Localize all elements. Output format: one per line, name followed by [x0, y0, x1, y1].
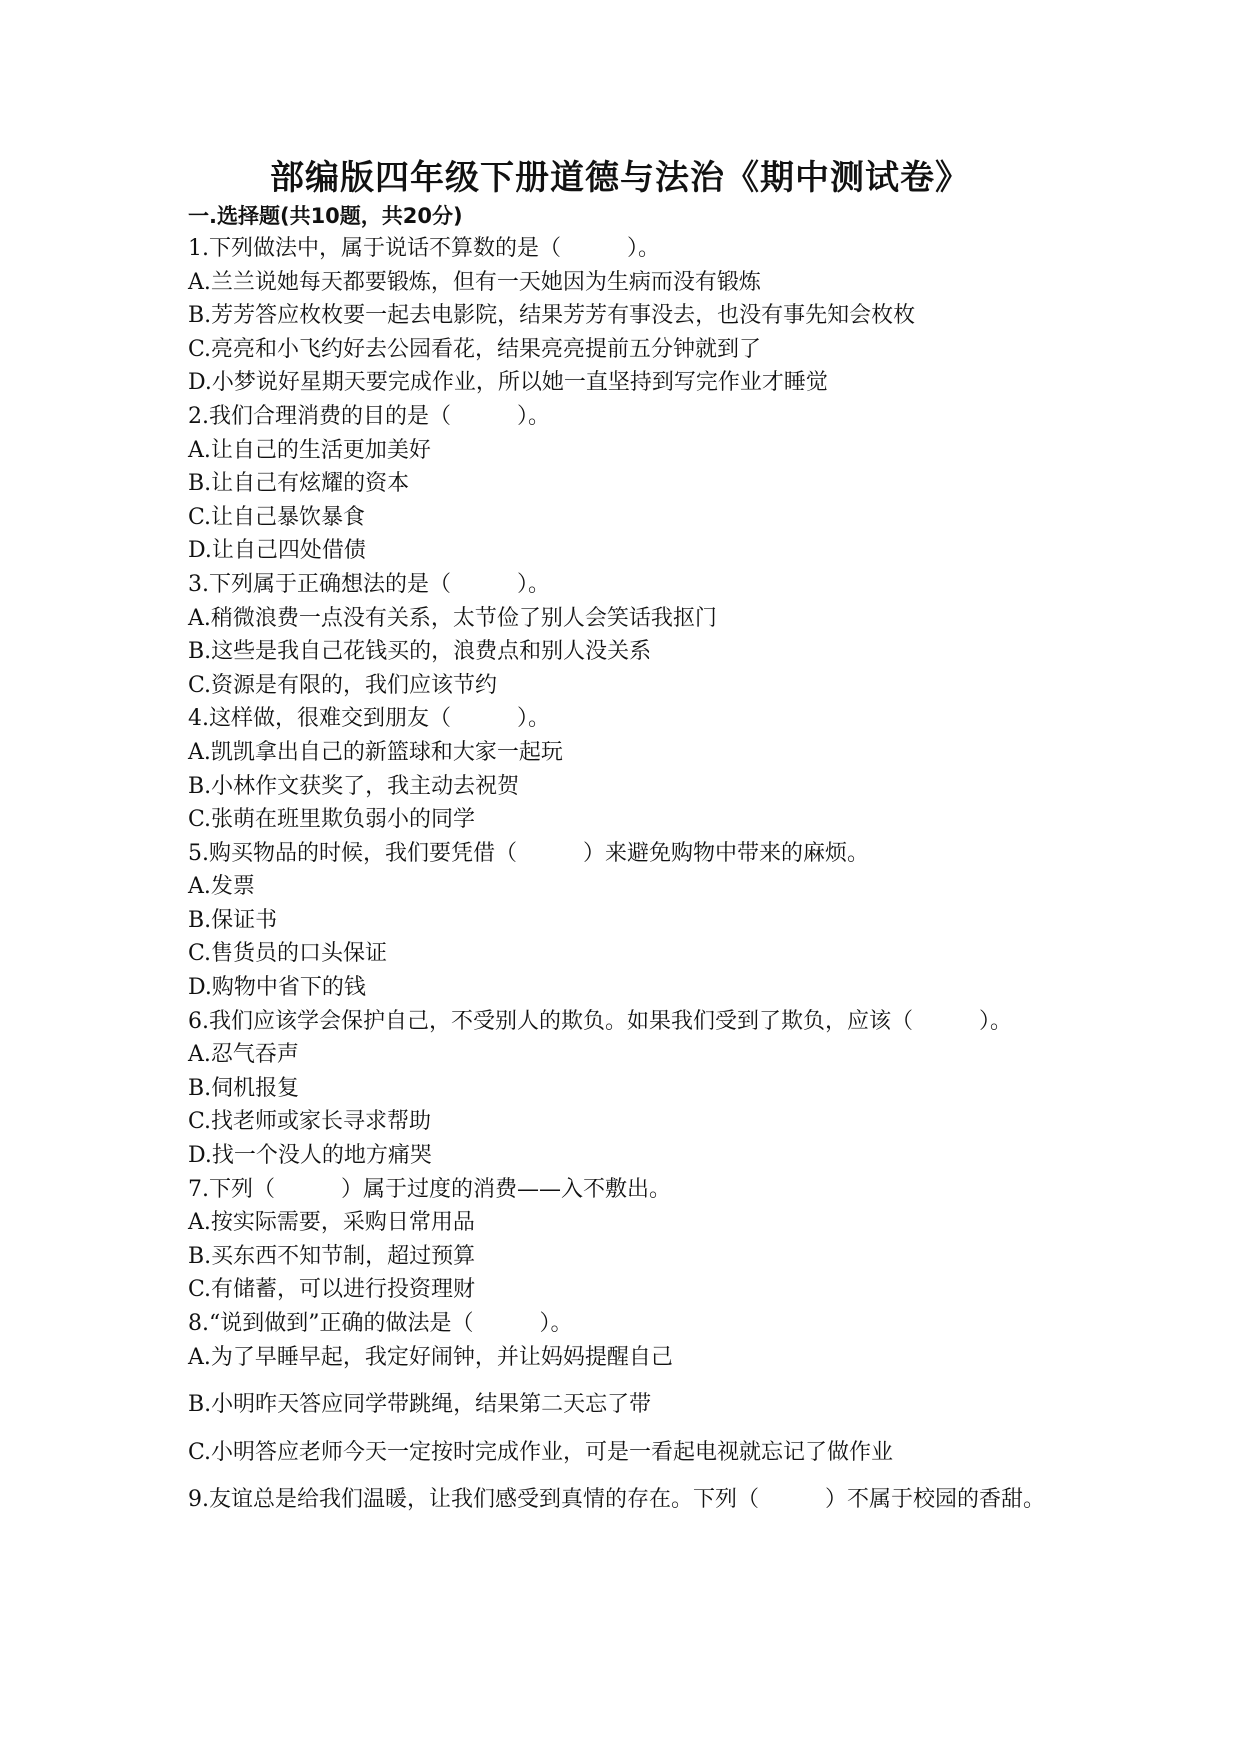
option: B.伺机报复 [188, 1075, 300, 1101]
question-3: 3.下列属于正确想法的是（ ）。 [188, 571, 550, 597]
option: B.保证书 [188, 907, 278, 933]
question-list [188, 232, 1058, 1517]
option: A.按实际需要，采购日常用品 [188, 1210, 475, 1236]
question-8: 8.“说到做到”正确的做法是（ ）。 [188, 1311, 573, 1336]
question-6: 6.我们应该学会保护自己，不受别人的欺负。如果我们受到了欺负，应该（ ）。 [188, 1008, 1012, 1034]
option: C.找老师或家长寻求帮助 [188, 1109, 432, 1135]
option: C.让自己暴饮暴食 [188, 504, 366, 530]
option: C.有储蓄，可以进行投资理财 [188, 1277, 476, 1303]
section-heading: 一.选择题(共10题，共20分) [188, 204, 463, 228]
page-title: 部编版四年级下册道德与法治《期中测试卷》 [270, 158, 970, 198]
option: D.购物中省下的钱 [188, 975, 366, 1001]
question-5: 5.购买物品的时候，我们要凭借（ ）来避免购物中带来的麻烦。 [188, 840, 869, 866]
option: C.资源是有限的，我们应该节约 [188, 672, 498, 698]
option: C.售货员的口头保证 [188, 941, 388, 967]
question-2: 2.我们合理消费的目的是（ ）。 [188, 403, 550, 429]
option: A.稍微浪费一点没有关系，太节俭了别人会笑话我抠门 [188, 605, 717, 631]
option: B.小明昨天答应同学带跳绳，结果第二天忘了带 [188, 1392, 652, 1418]
option: A.凯凯拿出自己的新篮球和大家一起玩 [188, 739, 563, 765]
option: D.让自己四处借债 [188, 538, 366, 564]
question-9: 9.友谊总是给我们温暖，让我们感受到真情的存在。下列（ ）不属于校园的香甜。 [188, 1487, 1045, 1513]
option: A.发票 [188, 874, 255, 900]
option: A.兰兰说她每天都要锻炼，但有一天她因为生病而没有锻炼 [188, 269, 761, 295]
question-4: 4.这样做，很难交到朋友（ ）。 [188, 706, 550, 732]
option: C.张萌在班里欺负弱小的同学 [188, 807, 476, 833]
option: A.为了早睡早起，我定好闹钟，并让妈妈提醒自己 [188, 1344, 673, 1370]
option: C.亮亮和小飞约好去公园看花，结果亮亮提前五分钟就到了 [188, 336, 762, 362]
option: D.找一个没人的地方痛哭 [188, 1143, 432, 1169]
option: D.小梦说好星期天要完成作业，所以她一直坚持到写完作业才睡觉 [188, 370, 828, 396]
option: B.这些是我自己花钱买的，浪费点和别人没关系 [188, 639, 652, 665]
option: C.小明答应老师今天一定按时完成作业，可是一看起电视就忘记了做作业 [188, 1439, 894, 1465]
option: B.芳芳答应枚枚要一起去电影院，结果芳芳有事没去，也没有事先知会枚枚 [188, 303, 916, 329]
option: B.让自己有炫耀的资本 [188, 471, 410, 497]
question-7: 7.下列（ ）属于过度的消费——入不敷出。 [188, 1176, 671, 1202]
option: B.小林作文获奖了，我主动去祝贺 [188, 773, 520, 799]
option: A.忍气吞声 [188, 1042, 299, 1068]
option: B.买东西不知节制，超过预算 [188, 1243, 476, 1269]
option: A.让自己的生活更加美好 [188, 437, 431, 463]
question-1: 1.下列做法中，属于说话不算数的是（ ）。 [188, 236, 660, 261]
